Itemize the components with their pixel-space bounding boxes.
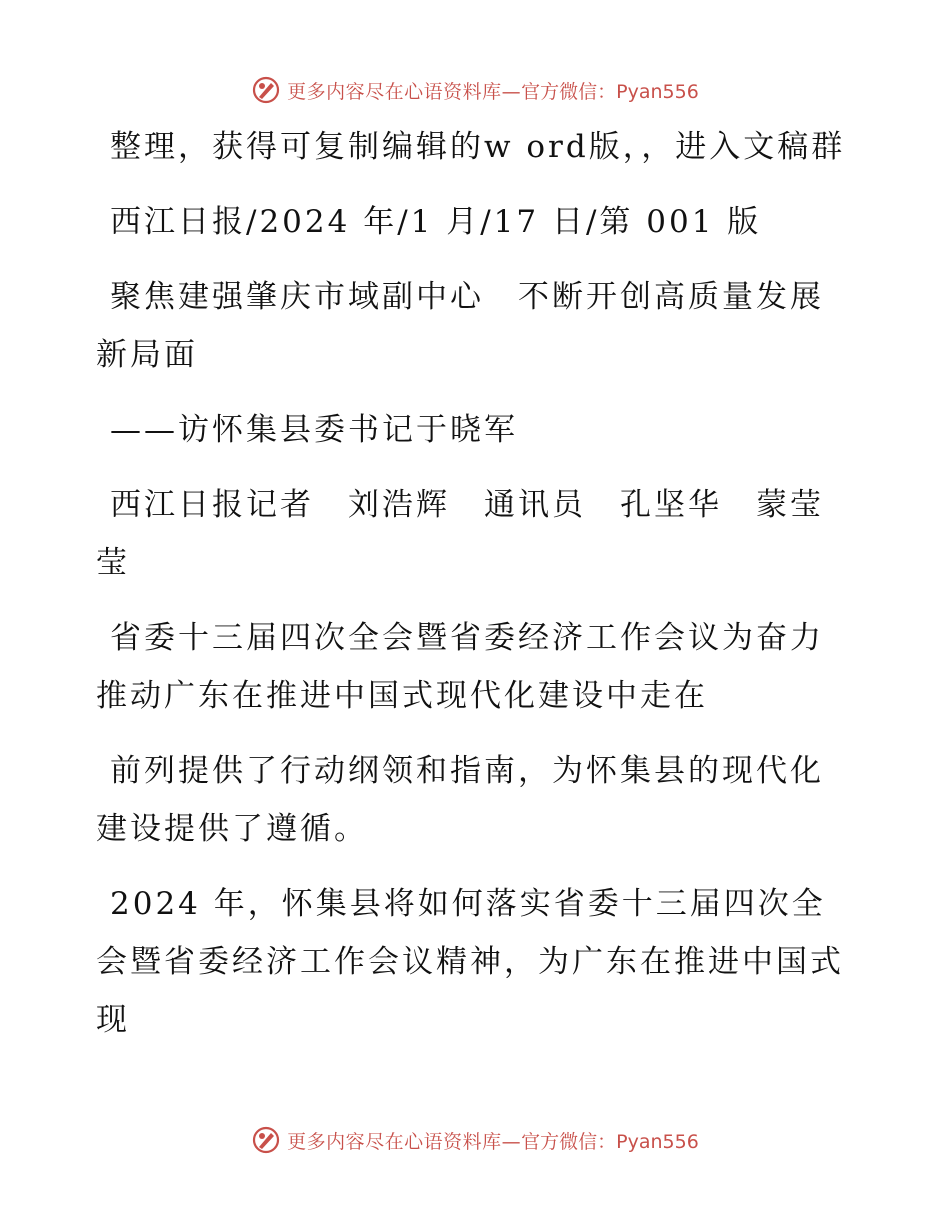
paragraph: 西江日报/2024 年/1 月/17 日/第 001 版 — [110, 204, 762, 240]
watermark-site-text: 更多内容尽在心语资料库— — [287, 1130, 522, 1153]
footer-watermark — [0, 1120, 950, 1160]
pen-logo-icon — [251, 1125, 281, 1155]
paragraph: 2024 年，怀集县将如何落实省委十三届四次全会暨省委经济工作会议精神，为广东在推进中国式现 — [96, 886, 844, 1038]
watermark-wechat-text: 官方微信：Pyan556 — [521, 80, 699, 103]
paragraph: 省委十三届四次全会暨省委经济工作会议为奋力推动广东在推进中国式现代化建设中走在 — [96, 620, 824, 714]
paragraph: 整理，获得可复制编辑的w ord版，，进入文稿群 — [110, 129, 846, 165]
paragraph: ——访怀集县委书记于晓军 — [110, 412, 518, 448]
document-body — [96, 118, 856, 1066]
watermark-site-text: 更多内容尽在心语资料库— — [287, 80, 522, 103]
paragraph: 前列提供了行动纲领和指南，为怀集县的现代化建设提供了遵循。 — [96, 753, 824, 847]
paragraph: 西江日报记者 刘浩辉 通讯员 孔坚华 蒙莹莹 — [96, 487, 824, 581]
pen-logo-icon — [251, 75, 281, 105]
paragraph: 聚焦建强肇庆市域副中心 不断开创高质量发展新局面 — [96, 279, 824, 373]
header-watermark — [0, 70, 950, 110]
watermark-wechat-text: 官方微信：Pyan556 — [521, 1130, 699, 1153]
